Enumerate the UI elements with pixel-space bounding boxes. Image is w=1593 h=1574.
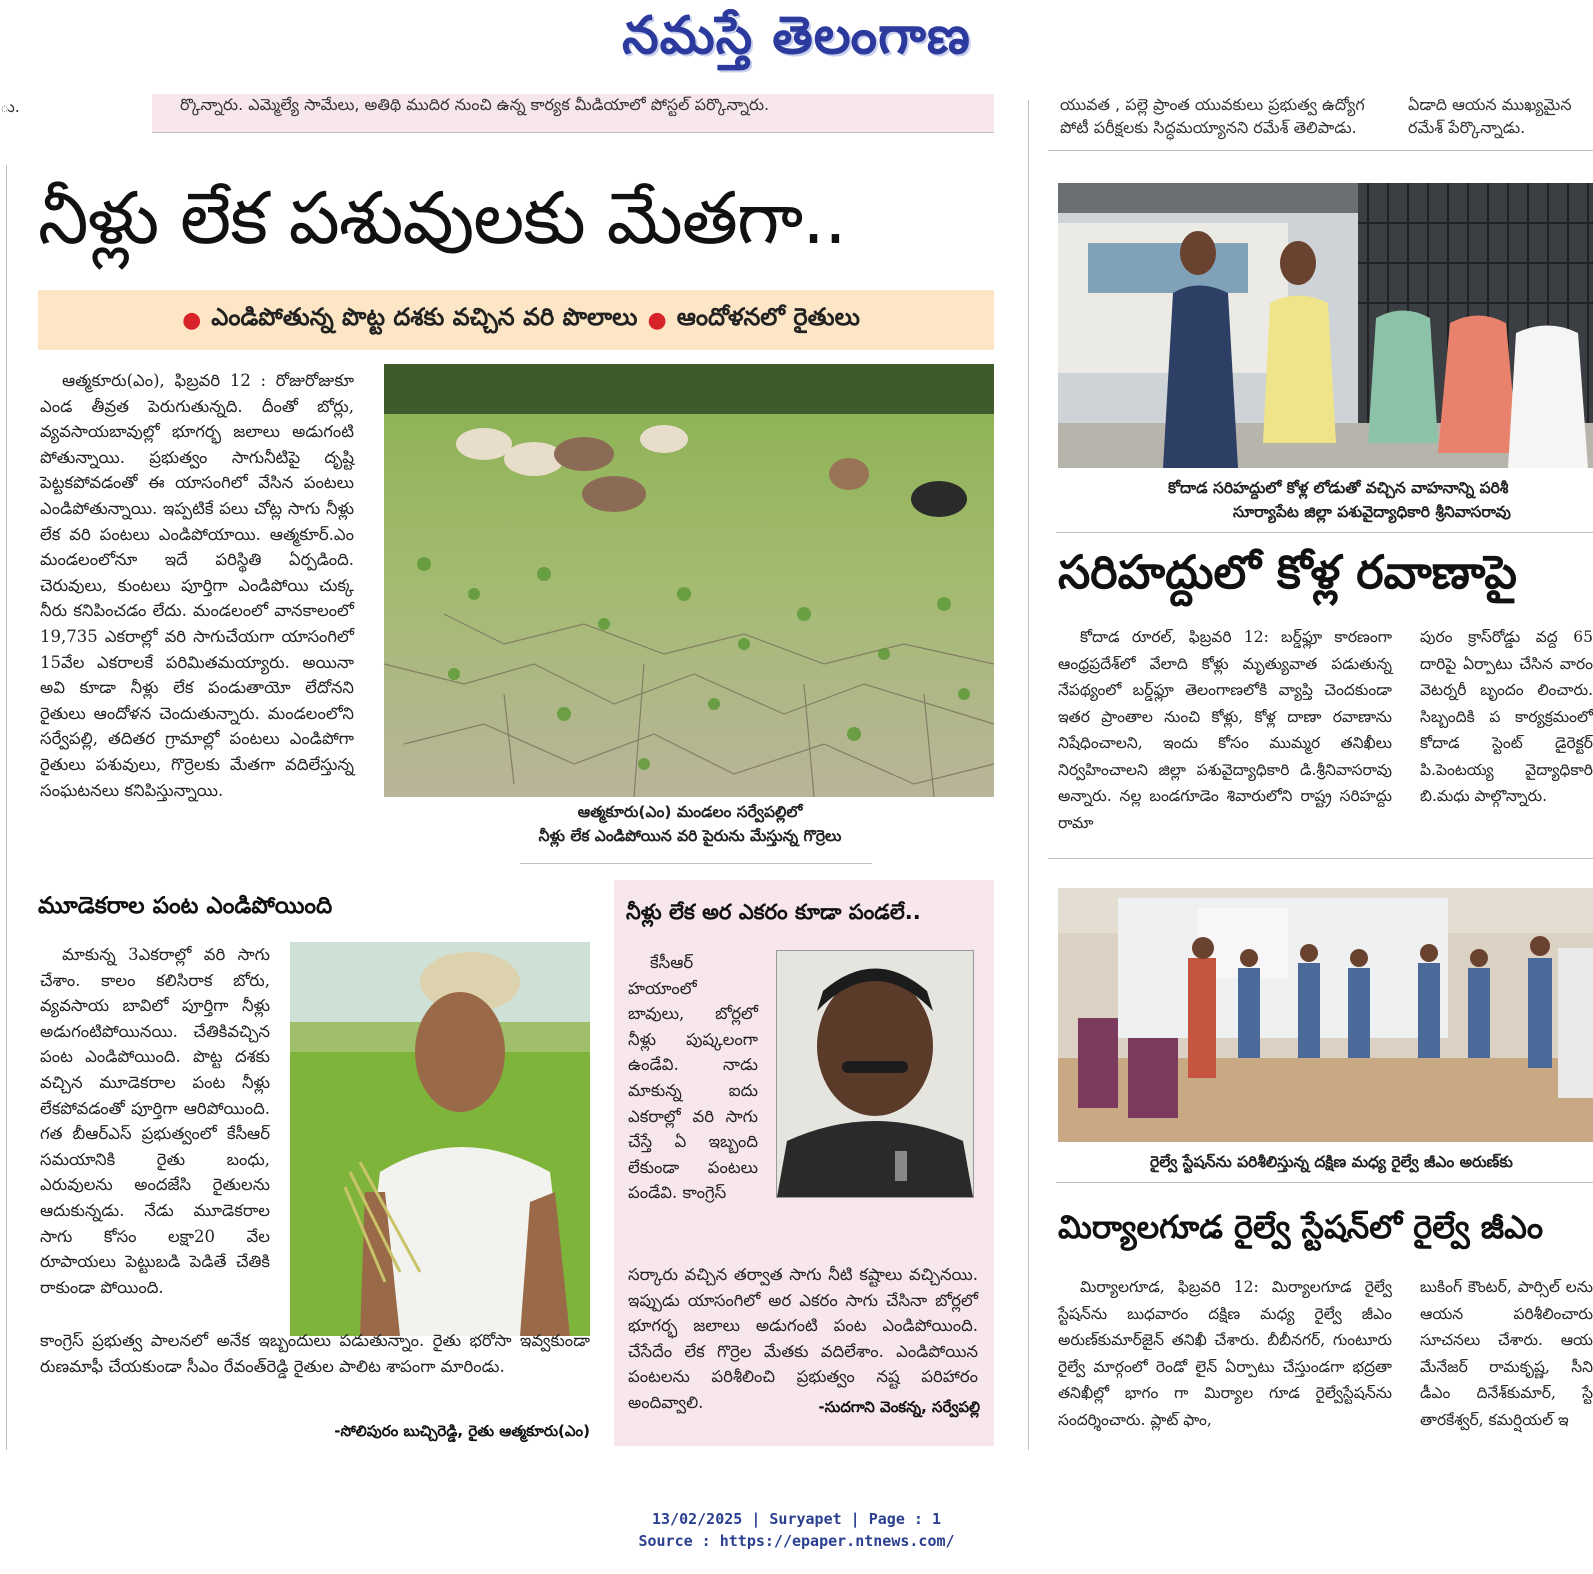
- subheadline-1: ఎండిపోతున్న పొట్ట దశకు వచ్చిన వరి పొలాలు: [211, 303, 638, 331]
- column-divider: [1028, 100, 1029, 1450]
- fragment-right-2b: రమేశ్ పేర్కొన్నాడు.: [1408, 118, 1526, 137]
- box-left-body-top: మాకున్న 3ఎకరాల్లో వరి సాగు చేశాం. కాలం కలిసిరాక బోరు, వ్యవసాయ బావిలో పూర్తిగా నీళ్లు అడుగంటిపోయినయి. చేతికివచ్చిన పంట ఎండిపోయింది. పొట్ట దశకు వచ్చిన మూడెకరాల పంట నీళ్లు లేకపోవడంతో పూర్తిగా ఆరిపోయింది. గత బీఆర్ఎస్ ప్రభుత్వంలో కేసీఆర్ సమయానికి రైతు బంధు, ఎరువులను అందజేసి రైతులను ఆదుకున్నడు. నేడు మూడెకరాల సాగు కోసం లక్షా20 వేల రూపాయలు పెట్టుబడి పెడితే చేతికి రాకుండా పోయింది.: [40, 945, 270, 1297]
- divider: [1048, 858, 1593, 859]
- subheadline-2: ఆందోళనలో రైతులు: [676, 303, 860, 331]
- box-right-title: నీళ్లు లేక అర ఎకరం కూడా పండలే..: [626, 900, 921, 924]
- column-divider: [6, 165, 7, 1450]
- bullet-icon: ●: [647, 307, 667, 333]
- right-headline-2: మిర్యాలగూడ రైల్వే స్టేషన్‌లో రైల్వే జీఎం: [1058, 1208, 1544, 1246]
- photo1-caption: [1058, 476, 1593, 524]
- photo-farmer-with-paddy: [290, 942, 590, 1336]
- footer-date-edition: 13/02/2025 | Suryapet | Page : 1: [652, 1510, 941, 1528]
- caption-line: నీళ్లు లేక ఎండిపోయిన వరి పైరును మేస్తున్న గొర్రెలు: [538, 827, 842, 845]
- fragment-pink-strip: ర్కొన్నారు. ఎమ్మెల్యే సామేలు, అతిథి ముదిర నుంచి ఉన్న కార్యక మీడియాలో పోస్టల్ పర్కొన్నారు.: [180, 95, 770, 114]
- divider: [520, 863, 872, 864]
- caption-line: సూర్యాపేట జిల్లా పశువైద్యాధికారి శ్రీనివాసరావు: [1233, 503, 1511, 521]
- masthead: [0, 0, 1593, 78]
- right-story1-col2: పురం క్రాస్‌రోడ్డు వద్ద 65 దారిపై ఏర్పాటు చేసిన వారం వెటర్నరీ బృందం లించారు. సిబ్బందికి ప కార్యక్రమంలో కోదాడ స్టెంట్ డైరెక్టర్ పి.పెంటయ్య వైద్యాధికారి బి.మధు పాల్గొన్నారు.: [1420, 628, 1593, 805]
- main-headline: నీళ్లు లేక పశువులకు మేతగా..: [38, 176, 846, 260]
- divider: [1056, 532, 1593, 533]
- photo-sheep-grazing: [384, 364, 994, 797]
- fragment-far-left: ు.: [0, 97, 20, 116]
- photo-railway-station-inspection: [1058, 888, 1593, 1142]
- right-story2-col1: మిర్యాలగూడ, ఫిబ్రవరి 12: మిర్యాలగూడ రైల్వే స్టేషన్‌ను బుధవారం దక్షిణ మధ్య రైల్వే జీఎం అరుణ్‌కుమార్‌జైన్ తనిఖీ చేశారు. బీబీనగర్, గుంటూరు రైల్వే మార్గంలో రెండో లైన్ ఏర్పాటు చేస్తుండగా భద్రతా తనిఖీల్లో భాగం గా మిర్యాల గూడ రైల్వేస్టేషన్‌ను సందర్శించారు. ప్లాట్ ఫాం,: [1058, 1278, 1392, 1429]
- right-story1-col1: కోదాడ రూరల్, ఫిబ్రవరి 12: బర్డ్‌ఫ్లూ కారణంగా ఆంధ్రప్రదేశ్‌లో వేలాది కోళ్లు మృత్యువాత పడుతున్న నేపథ్యంలో బర్డ్‌ఫ్లూ తెలంగాణలోకి వ్యాప్తి చెందకుండా ఇతర ప్రాంతాల నుంచి కోళ్లు, కోళ్ల దాణా రవాణాను నిషేధించాలని, ఇందు కోసం ముమ్మర తనిఖీలు నిర్వహించాలని జిల్లా పశువైద్యాధికారి డి.శ్రీనివాసరావు అన్నారు. నల్ల బండగూడెం శివారులోని రాష్ట్ర సరిహద్దు రామా: [1058, 628, 1392, 832]
- box-left-credit: -సోలిపురం బుచ్చిరెడ్డి, రైతు ఆత్మకూరు(ఎం): [334, 1422, 590, 1440]
- divider: [152, 132, 994, 133]
- box-right-credit: -సుదగాని వెంకన్న, సర్వేపల్లి: [818, 1398, 980, 1416]
- fragment-right-1a: యువత , పల్లె ప్రాంత యువకులు ప్రభుత్వ ఉద్యోగ: [1060, 95, 1365, 114]
- caption-line: కోదాడ సరిహద్దులో కోళ్ల లోడుతో వచ్చిన వాహనాన్ని పరిశీ: [1168, 479, 1509, 497]
- box-right-body-top: కేసీఆర్ హయాంలో బావులు, బోర్లలో నీళ్లు పుష్కలంగా ఉండేవి. నాడు మాకున్న ఐదు ఎకరాల్లో వరి సాగు చేస్తే ఏ ఇబ్బంది లేకుండా పంటలు పండేవి. కాంగ్రెస్: [628, 953, 758, 1203]
- photo-officials-inspecting-vehicle: [1058, 183, 1593, 468]
- caption-line: ఆత్మకూరు(ఎం) మండలం సర్వేపల్లిలో: [577, 803, 803, 821]
- bullet-icon: ●: [182, 307, 202, 333]
- fragment-right-2a: ఏడాది ఆయన ముఖ్యమైన: [1408, 95, 1572, 114]
- box-right-body-bottom: సర్కారు వచ్చిన తర్వాత సాగు నీటి కష్టాలు వచ్చినయి. ఇప్పుడు యాసంగిలో అర ఎకరం సాగు చేసినా బోర్లలో భూగర్భ జలాలు అడుగంటి పంట ఎండిపోయింది. చేసేదేం లేక గొర్రెల మేతకు వదిలేశాం. ఎండిపోయిన పంటలను పరిశీలించి ప్రభుత్వం నష్ట పరిహారం అందివ్వాలి.: [628, 1265, 978, 1412]
- divider: [1056, 1182, 1593, 1183]
- box-left-body-bottom: కాంగ్రెస్ ప్రభుత్వ పాలనలో అనేక ఇబ్బందులు పడుతున్నాం. రైతు భరోసా ఇవ్వకుండా రుణమాఫీ చేయకుండా సీఎం రేవంత్‌రెడ్డి రైతుల పాలిట శాపంగా మారిండు.: [40, 1331, 590, 1376]
- subheadline-band: [38, 290, 994, 350]
- box-left-title: మూడెకరాల పంట ఎండిపోయింది: [38, 893, 333, 919]
- main-body: ఆత్మకూరు(ఎం), ఫిబ్రవరి 12 : రోజురోజుకూ ఎండ తీవ్రత పెరుగుతున్నది. దీంతో బోర్లు, వ్యవసాయబావుల్లో భూగర్భ జలాలు అడుగంటి పోతున్నాయి. ప్రభుత్వం సాగునీటిపై దృష్టి పెట్టకపోవడంతో ఈ యాసంగిలో వేసిన పంటలు ఎండిపోతున్నాయి. ఇప్పటికే పలు చోట్ల సాగు నీళ్లు లేక వరి పంటలు ఎండిపోయాయి. ఆత్మకూర్.ఎం మండలంలోనూ ఇదే పరిస్థితి ఏర్పడింది. చెరువులు, కుంటలు పూర్తిగా ఎండిపోయి చుక్క నీరు కనిపించడం లేదు. మండలంలో వానకాలంలో 19,735 ఎకరాల్లో వరి సాగుచేయగా యాసంగిలో 15వేల ఎకరాలకే పరిమితమయ్యారు. అయినా అవి కూడా నీళ్లు లేక పండుతాయో లేదోనని రైతులు ఆందోళన చెందుతున్నారు. మండలంలోని సర్వేపల్లి, తదితర గ్రామాల్లో పంటలు ఎండిపోగా రైతులు పశువులు, గొర్రెలకు మేతగా వదిలేస్తున్న సంఘటనలు కనిపిస్తున్నాయి.: [40, 371, 354, 800]
- divider: [1048, 150, 1593, 151]
- right-story2-col2: బుకింగ్ కౌంటర్, పార్సిల్ లను ఆయన పరిశీలించారు సూచనలు చేశారు. ఆయ మేనేజర్ రామకృష్ణ, సీని డీఎం దినేశ్‌కుమార్, స్టే తారకేశ్వర్, కమర్షియల్ ఇ: [1420, 1278, 1593, 1429]
- masthead-logo: నమస్తే తెలంగాణ: [622, 6, 971, 66]
- fragment-right-1b: పోటీ పరీక్షలకు సిద్ధమయ్యానని రమేశ్ తెలిపాడు.: [1060, 118, 1357, 137]
- photo2-caption: రైల్వే స్టేషన్‌ను పరిశీలిస్తున్న దక్షిణ మధ్య రైల్వే జీఎం అరుణ్‌కు: [1150, 1153, 1513, 1171]
- photo-man-portrait: [776, 950, 974, 1198]
- footer-source: Source : https://epaper.ntnews.com/: [638, 1532, 955, 1550]
- right-headline-1: సరిహద్దులో కోళ్ల రవాణాపై: [1058, 545, 1517, 599]
- main-photo-caption: [420, 800, 960, 848]
